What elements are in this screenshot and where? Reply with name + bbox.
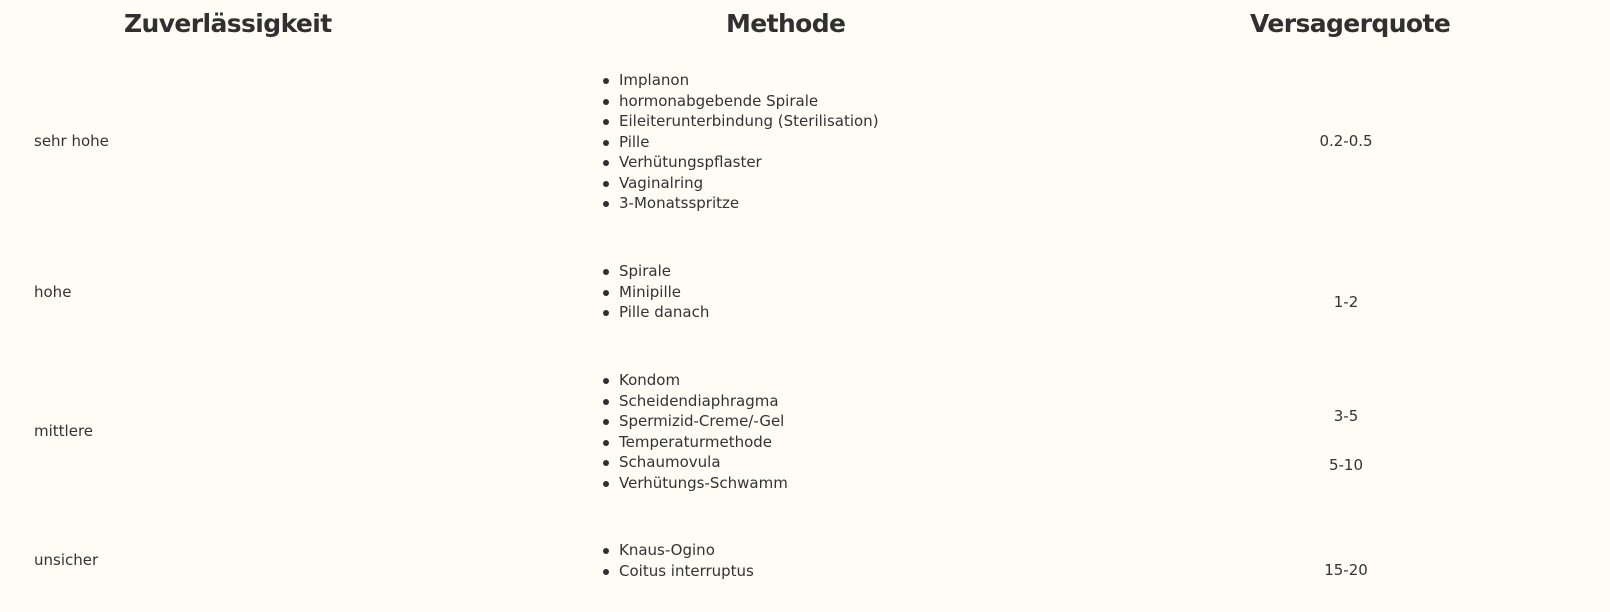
bullet-icon	[603, 119, 609, 125]
failure-rate-cell: 0.2-0.5	[1319, 132, 1373, 150]
reliability-cell: unsicher	[34, 551, 99, 569]
method-item: Scheidendiaphragma	[619, 391, 788, 412]
method-list	[619, 370, 788, 493]
bullet-icon	[603, 419, 609, 425]
method-item: Kondom	[619, 370, 788, 391]
method-item: Minipille	[619, 282, 709, 303]
table-header	[0, 0, 1610, 52]
bullet-icon	[603, 481, 609, 487]
method-item: Eileiterunterbindung (Sterilisation)	[619, 111, 879, 132]
bullet-icon	[603, 78, 609, 84]
bullet-icon	[603, 569, 609, 575]
bullet-icon	[603, 290, 609, 296]
method-item: Spirale	[619, 261, 709, 282]
bullet-icon	[603, 310, 609, 316]
bullet-icon	[603, 399, 609, 405]
table-row	[0, 370, 1610, 500]
method-list	[619, 540, 754, 581]
method-item: 3-Monatsspritze	[619, 193, 879, 214]
bullet-icon	[603, 140, 609, 146]
failure-rate-cell: 1-2	[1333, 293, 1359, 311]
bullet-icon	[603, 99, 609, 105]
method-item: hormonabgebende Spirale	[619, 91, 879, 112]
reliability-cell: mittlere	[34, 422, 94, 440]
bullet-icon	[603, 460, 609, 466]
bullet-icon	[603, 440, 609, 446]
bullet-icon	[603, 181, 609, 187]
method-item: Temperaturmethode	[619, 432, 788, 453]
method-item: Schaumovula	[619, 452, 788, 473]
method-item: Coitus interruptus	[619, 561, 754, 582]
method-item: Pille	[619, 132, 879, 153]
reliability-cell: sehr hohe	[34, 132, 109, 150]
method-item: Knaus-Ogino	[619, 540, 754, 561]
header-reliability: Zuverlässigkeit	[124, 9, 332, 38]
bullet-icon	[603, 269, 609, 275]
method-item: Verhütungs-Schwamm	[619, 473, 788, 494]
bullet-icon	[603, 378, 609, 384]
method-item: Spermizid-Creme/-Gel	[619, 411, 788, 432]
method-item: Vaginalring	[619, 173, 879, 194]
failure-rate-cell: 15-20	[1324, 561, 1368, 579]
bullet-icon	[603, 548, 609, 554]
header-failure-rate: Versagerquote	[1250, 9, 1451, 38]
table-row	[0, 540, 1610, 590]
method-list	[619, 70, 879, 214]
header-method: Methode	[726, 9, 846, 38]
table-row	[0, 261, 1610, 331]
failure-rate-cell: 3-5	[1333, 407, 1359, 425]
bullet-icon	[603, 201, 609, 207]
bullet-icon	[603, 160, 609, 166]
method-item: Verhütungspflaster	[619, 152, 879, 173]
table-row	[0, 70, 1610, 220]
reliability-cell: hohe	[34, 283, 72, 301]
method-list	[619, 261, 709, 323]
failure-rate-cell: 5-10	[1328, 456, 1364, 474]
method-item: Pille danach	[619, 302, 709, 323]
method-item: Implanon	[619, 70, 879, 91]
